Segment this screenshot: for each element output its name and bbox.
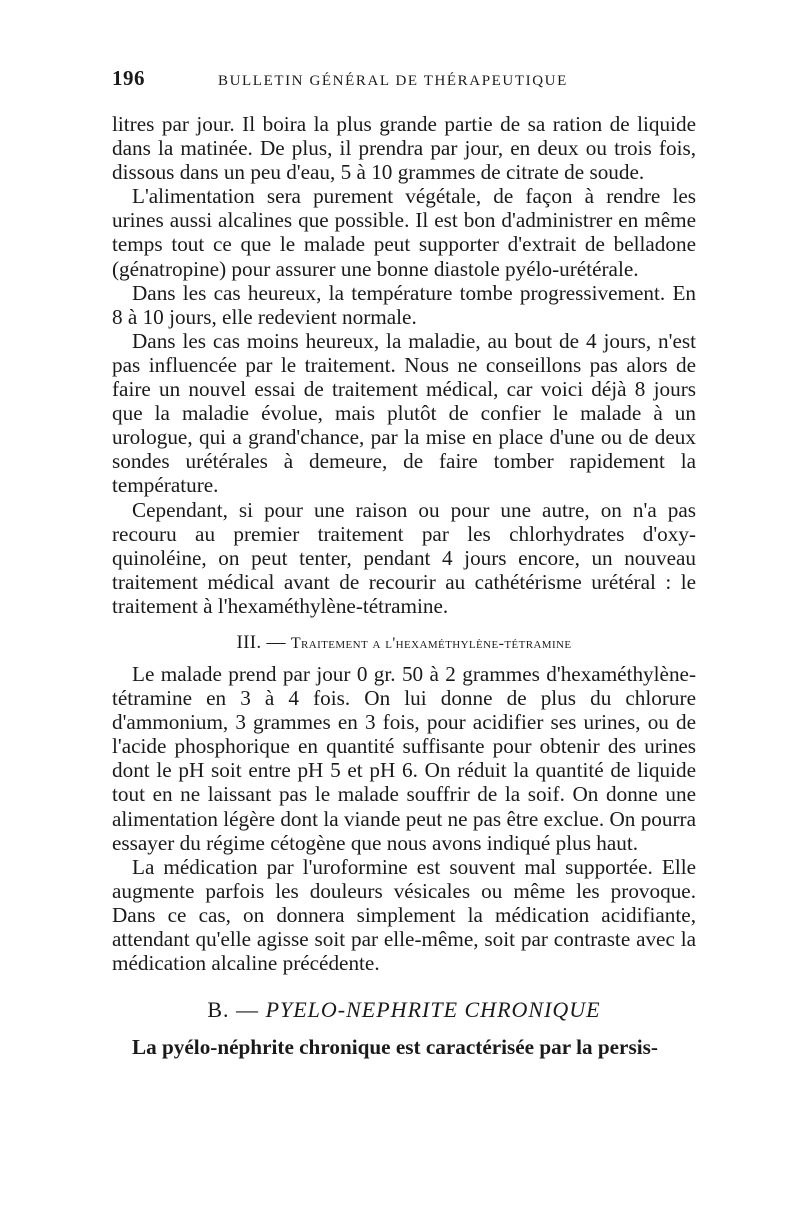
body-text-top <box>112 112 696 618</box>
paragraph-7: La médication par l'uroformine est souvent mal supportée. Elle augmente parfois les douleurs vésicales ou même les provoque. Dans ce cas, on donnera simplement la médication acidifiante, attendant qu'elle agisse soit par elle-même, soit par contraste avec la médication alcaline précédente. <box>112 854 696 976</box>
paragraph-2: L'alimentation sera purement végétale, de façon à rendre les urines aussi alcalines que possible. Il est bon d'administrer en même temps tout ce que le malade peut supporter d'extrait de belladone (génatropine) pour assurer une bonne diastole pyélo-urétérale. <box>112 184 696 281</box>
running-head: BULLETIN GÉNÉRAL DE THÉRAPEUTIQUE <box>218 73 568 89</box>
page-number: 196 <box>112 66 145 90</box>
paragraph-4: Dans les cas moins heureux, la maladie, au bout de 4 jours, n'est pas influencée par le traitement. Nous ne conseillons pas alors de faire un nouvel essai de traitement médical, car voici déjà 8 jours que la maladie évolue, mais plutôt de confier le malade à un urologue, qui a grand'chance, par la mise en place d'une ou de deux sondes urétérales à demeure, de faire tomber rapidement la température. <box>112 328 696 498</box>
document-page <box>112 66 696 1059</box>
body-text-section-iii <box>112 662 696 975</box>
section-heading: Traitement a l'hexaméthylène-tétramine <box>290 634 572 652</box>
section-numeral: III. — <box>236 631 291 653</box>
paragraph-5: Cependant, si pour une raison ou pour une autre, on n'a pas recouru au premier traitement par les chlorhydrates d'oxy-quinoléine, on peut tenter, pendant 4 jours encore, un nouveau traitement médical avant de recourir au cathétérisme urétéral : le traitement à l'hexaméthylène-tétramine. <box>112 497 696 618</box>
body-text-section-b <box>112 1035 696 1059</box>
section-letter: B. — <box>207 997 266 1023</box>
paragraph-1: litres par jour. Il boira la plus grande partie de sa ration de liquide dans la matinée. De plus, il prendra par jour, en deux ou trois fois, dissous dans un peu d'eau, 5 à 10 grammes de citrate de soude. <box>112 112 696 185</box>
section-b-title <box>112 997 696 1023</box>
page-header <box>112 66 696 100</box>
paragraph-3: Dans les cas heureux, la température tombe progressivement. En 8 à 10 jours, elle redevient normale. <box>112 280 696 329</box>
paragraph-6: Le malade prend par jour 0 gr. 50 à 2 grammes d'hexaméthylène-tétramine en 3 à 4 fois. On lui donne de plus du chlorure d'ammonium, 3 grammes en 3 fois, pour acidifier ses urines, ou de l'acide phosphorique en quantité suffisante pour obtenir des urines dont le pH soit entre pH 5 et pH 6. On réduit la quantité de liquide tout en ne laissant pas le malade souffrir de la soif. On donne une alimentation légère dont la viande peut ne pas être exclue. On pourra essayer du régime cétogène que nous avons indiqué plus haut. <box>112 661 696 855</box>
section-b-heading: PYELO-NEPHRITE CHRONIQUE <box>265 997 601 1023</box>
section-iii-title <box>112 632 696 654</box>
paragraph-8: La pyélo-néphrite chronique est caractérisée par la persis- <box>132 1035 658 1060</box>
